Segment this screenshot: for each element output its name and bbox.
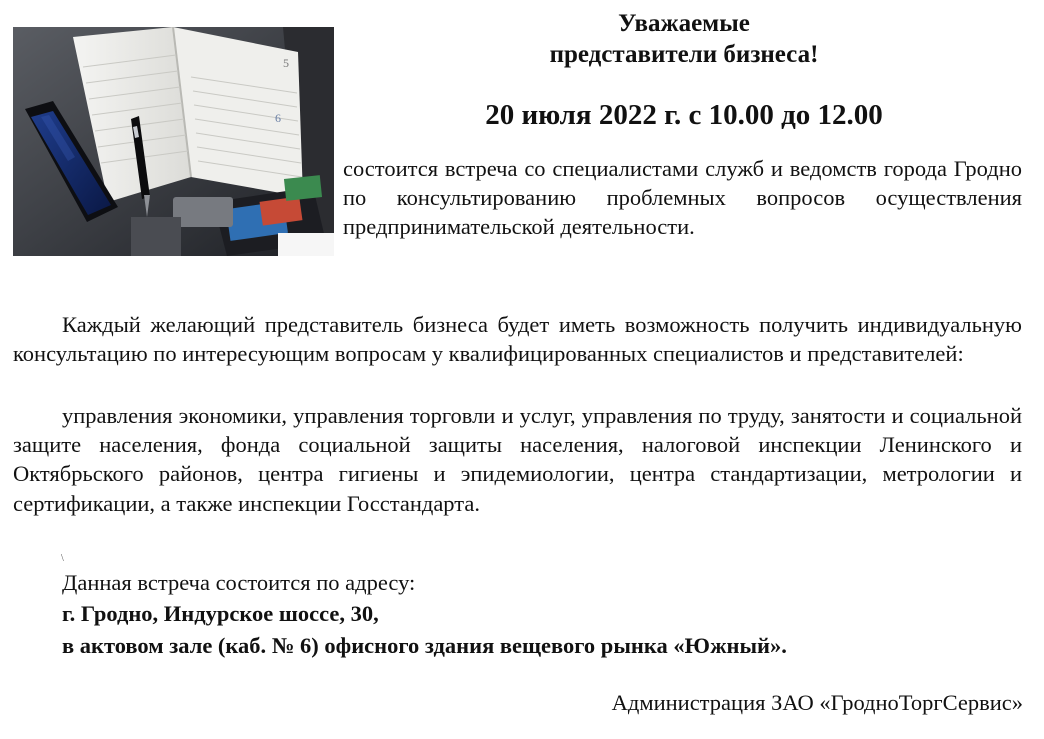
- consultation-paragraph: Каждый желающий представитель бизнеса будет иметь возможность получить индивидуальную консультацию по интересующим вопросам у квалифицированных специалистов и представителей:: [13, 312, 1022, 367]
- diary: [73, 27, 303, 202]
- address-place: в актовом зале (каб. № 6) офисного здания вещевого рынка «Южный».: [62, 633, 787, 658]
- address-intro: Данная встреча состоится по адресу:: [62, 570, 416, 595]
- heading-line-2: представители бизнеса!: [549, 41, 819, 68]
- photo-diary-phone: [13, 27, 334, 256]
- address-street: г. Гродно, Индурское шоссе, 30,: [62, 601, 379, 626]
- diary-page-number: 6: [275, 111, 281, 125]
- heading-line-1: Уважаемые: [618, 10, 750, 37]
- organizations-paragraph: управления экономики, управления торговли и услуг, управления по труду, занятости и социальной защите населения, фонда социальной защиты населения, налоговой инспекции Ленинского и Октябрьского районов, центра гигиены и эпидемиологии, центра стандартизации, метрологии и сертификации, а также инспекции Госстандарта.: [13, 403, 1022, 516]
- diary-page-number: 5: [283, 56, 289, 70]
- photo-illustration: [13, 27, 334, 256]
- intro-paragraph: состоится встреча со специалистами служб и ведомств города Гродно по консультированию проблемных вопросов осуществления предпринимательской деятельности.: [343, 156, 1022, 240]
- meeting-date-time: 20 июля 2022 г. с 10.00 до 12.00: [485, 99, 883, 131]
- stray-mark: \: [61, 553, 64, 564]
- heading: [344, 8, 1024, 70]
- signature: Администрация ЗАО «ГродноТоргСервис»: [611, 690, 1023, 715]
